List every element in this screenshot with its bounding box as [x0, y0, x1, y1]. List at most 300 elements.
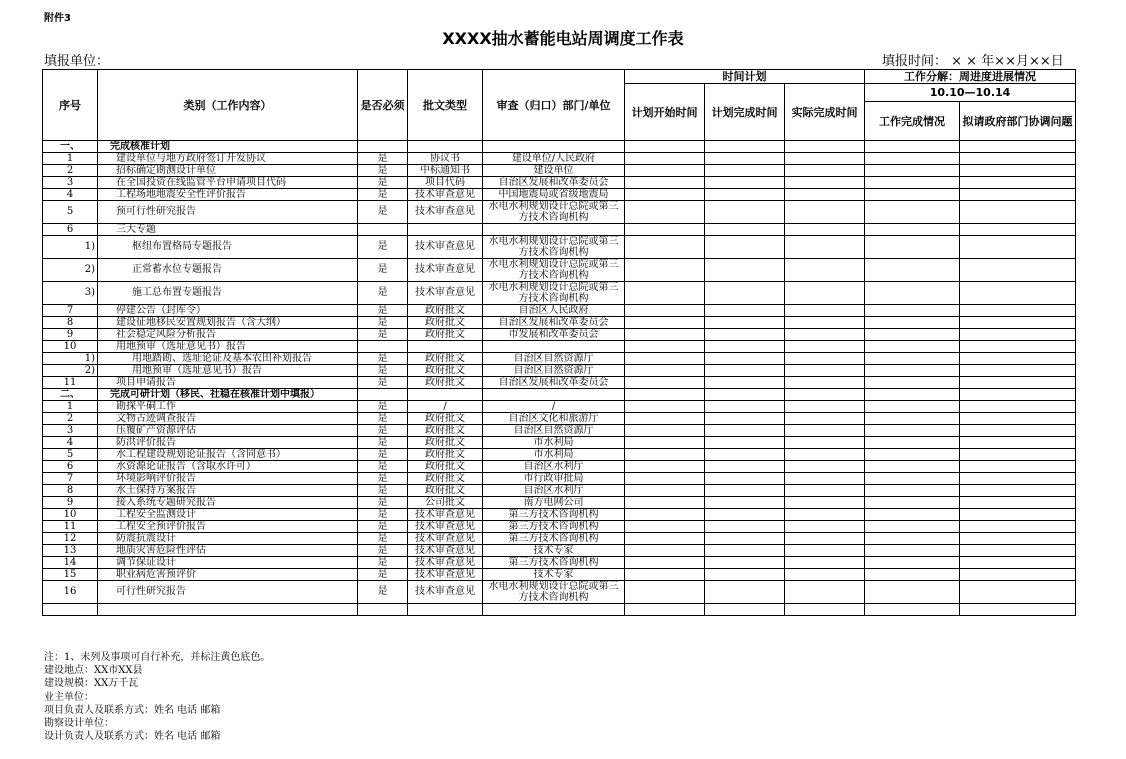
- row-gov-coordination: [960, 533, 1076, 545]
- row-actual-end: [785, 413, 865, 425]
- row-actual-end: [785, 141, 865, 153]
- row-actual-end: [785, 317, 865, 329]
- row-work-status: [865, 401, 960, 413]
- row-approval-type: [408, 341, 483, 353]
- row-approval-type: 公司批文: [408, 497, 483, 509]
- row-seq: 1: [43, 401, 98, 413]
- row-plan-start: [625, 141, 705, 153]
- row-category: 用地踏勘、选址论证及基本农田补划报告: [98, 353, 358, 365]
- row-category: 文物古迹调查报告: [98, 413, 358, 425]
- row-approval-type: 政府批文: [408, 425, 483, 437]
- row-actual-end: [785, 461, 865, 473]
- row-seq: 4: [43, 189, 98, 201]
- fill-time-label: 填报时间： × × 年××月××日: [882, 54, 1064, 69]
- row-review-dept: 建设单位: [483, 165, 625, 177]
- row-plan-end: [705, 305, 785, 317]
- row-approval-type: 技术审查意见: [408, 557, 483, 569]
- row-plan-start: [625, 365, 705, 377]
- row-review-dept: [483, 224, 625, 236]
- row-gov-coordination: [960, 581, 1076, 604]
- row-category: 停建公告（封库令）: [98, 305, 358, 317]
- row-gov-coordination: [960, 509, 1076, 521]
- row-plan-start: [625, 461, 705, 473]
- row-plan-start: [625, 521, 705, 533]
- row-required: 是: [358, 545, 408, 557]
- row-approval-type: 政府批文: [408, 461, 483, 473]
- row-plan-end: [705, 437, 785, 449]
- row-gov-coordination: [960, 413, 1076, 425]
- row-plan-end: [705, 449, 785, 461]
- row-approval-type: 技术审查意见: [408, 282, 483, 305]
- row-seq: 10: [43, 509, 98, 521]
- row-actual-end: [785, 353, 865, 365]
- table-row: [43, 224, 1076, 236]
- row-gov-coordination: [960, 153, 1076, 165]
- row-required: 是: [358, 485, 408, 497]
- row-plan-end: [705, 153, 785, 165]
- row-gov-coordination: [960, 449, 1076, 461]
- row-gov-coordination: [960, 485, 1076, 497]
- row-work-status: [865, 329, 960, 341]
- row-seq: 3): [43, 282, 98, 305]
- row-plan-end: [705, 329, 785, 341]
- row-gov-coordination: [960, 341, 1076, 353]
- row-approval-type: 技术审查意见: [408, 581, 483, 604]
- row-review-dept: 自治区发展和改革委员会: [483, 317, 625, 329]
- row-plan-start: [625, 497, 705, 509]
- header-actual-end: 实际完成时间: [785, 84, 865, 141]
- row-seq: [43, 604, 98, 616]
- row-actual-end: [785, 473, 865, 485]
- row-actual-end: [785, 329, 865, 341]
- row-required: 是: [358, 317, 408, 329]
- row-plan-end: [705, 557, 785, 569]
- row-plan-end: [705, 521, 785, 533]
- row-actual-end: [785, 485, 865, 497]
- row-seq: 3: [43, 177, 98, 189]
- row-required: 是: [358, 305, 408, 317]
- row-work-status: [865, 425, 960, 437]
- row-plan-start: [625, 449, 705, 461]
- row-plan-end: [705, 177, 785, 189]
- header-time-plan: 时间计划: [625, 70, 865, 84]
- row-category: 工程安全监测设计: [98, 509, 358, 521]
- row-plan-start: [625, 201, 705, 224]
- row-category: 预可行性研究报告: [98, 201, 358, 224]
- row-gov-coordination: [960, 401, 1076, 413]
- row-work-status: [865, 236, 960, 259]
- row-actual-end: [785, 545, 865, 557]
- row-review-dept: [483, 141, 625, 153]
- row-category: 三大专题: [98, 224, 358, 236]
- row-plan-end: [705, 473, 785, 485]
- row-required: 是: [358, 282, 408, 305]
- table-row: [43, 485, 1076, 497]
- header-gov-coordination: 拟请政府部门协调问题: [960, 102, 1076, 141]
- row-seq: 6: [43, 224, 98, 236]
- row-seq: 5: [43, 201, 98, 224]
- row-approval-type: 政府批文: [408, 449, 483, 461]
- row-review-dept: 第三方技术咨询机构: [483, 557, 625, 569]
- row-review-dept: 第三方技术咨询机构: [483, 521, 625, 533]
- note-line: 设计负责人及联系方式：姓名 电话 邮箱: [44, 731, 221, 743]
- row-seq: 1): [43, 236, 98, 259]
- row-plan-end: [705, 165, 785, 177]
- table-row: [43, 461, 1076, 473]
- row-work-status: [865, 509, 960, 521]
- row-review-dept: 市发展和改革委员会: [483, 329, 625, 341]
- row-category: 水工程建设规划论证报告（含同意书）: [98, 449, 358, 461]
- row-category: 完成可研计划（移民、社稳在核准计划中填报）: [98, 389, 358, 401]
- table-row: [43, 377, 1076, 389]
- row-plan-end: [705, 141, 785, 153]
- table-row: [43, 389, 1076, 401]
- row-seq: 一、: [43, 141, 98, 153]
- row-work-status: [865, 189, 960, 201]
- row-plan-start: [625, 224, 705, 236]
- row-gov-coordination: [960, 461, 1076, 473]
- row-actual-end: [785, 201, 865, 224]
- row-review-dept: 建设单位/人民政府: [483, 153, 625, 165]
- row-review-dept: 市水利局: [483, 437, 625, 449]
- row-category: 建设征地移民安置规划报告（含大纲）: [98, 317, 358, 329]
- row-plan-start: [625, 377, 705, 389]
- row-gov-coordination: [960, 329, 1076, 341]
- row-required: 是: [358, 189, 408, 201]
- row-seq: 二、: [43, 389, 98, 401]
- row-plan-start: [625, 604, 705, 616]
- row-review-dept: 自治区自然资源厅: [483, 425, 625, 437]
- row-gov-coordination: [960, 177, 1076, 189]
- row-seq: 2: [43, 165, 98, 177]
- row-plan-start: [625, 413, 705, 425]
- row-plan-start: [625, 557, 705, 569]
- footnote: 注：1、未列及事项可自行补充，并标注黄色底色。: [44, 652, 271, 663]
- row-plan-start: [625, 189, 705, 201]
- row-work-status: [865, 177, 960, 189]
- row-plan-end: [705, 545, 785, 557]
- row-required: 是: [358, 437, 408, 449]
- row-seq: 11: [43, 521, 98, 533]
- row-work-status: [865, 317, 960, 329]
- row-required: [358, 389, 408, 401]
- row-approval-type: 项目代码: [408, 177, 483, 189]
- row-plan-end: [705, 604, 785, 616]
- row-plan-end: [705, 282, 785, 305]
- row-required: 是: [358, 365, 408, 377]
- row-gov-coordination: [960, 201, 1076, 224]
- row-seq: 2): [43, 259, 98, 282]
- row-plan-start: [625, 317, 705, 329]
- row-review-dept: 水电水利规划设计总院或第三方技术咨询机构: [483, 201, 625, 224]
- row-category: 压覆矿产资源评估: [98, 425, 358, 437]
- row-work-status: [865, 282, 960, 305]
- row-required: 是: [358, 569, 408, 581]
- row-work-status: [865, 377, 960, 389]
- row-required: 是: [358, 521, 408, 533]
- row-review-dept: 水电水利规划设计总院或第三方技术咨询机构: [483, 236, 625, 259]
- row-seq: 14: [43, 557, 98, 569]
- row-category: [98, 604, 358, 616]
- header-plan-end: 计划完成时间: [705, 84, 785, 141]
- row-seq: 11: [43, 377, 98, 389]
- row-review-dept: 自治区水利厅: [483, 461, 625, 473]
- note-line: 业主单位：: [44, 691, 94, 703]
- row-approval-type: 技术审查意见: [408, 509, 483, 521]
- row-work-status: [865, 461, 960, 473]
- row-category: 地质灾害危险性评估: [98, 545, 358, 557]
- row-required: 是: [358, 259, 408, 282]
- note-line: 建设地点：XX市XX县: [44, 665, 143, 677]
- row-review-dept: 自治区水利厅: [483, 485, 625, 497]
- row-approval-type: 技术审查意见: [408, 259, 483, 282]
- row-plan-start: [625, 353, 705, 365]
- row-actual-end: [785, 557, 865, 569]
- row-actual-end: [785, 153, 865, 165]
- table-row: [43, 604, 1076, 616]
- row-plan-start: [625, 259, 705, 282]
- row-approval-type: 技术审查意见: [408, 201, 483, 224]
- table-row: [43, 353, 1076, 365]
- row-gov-coordination: [960, 365, 1076, 377]
- row-plan-end: [705, 365, 785, 377]
- row-actual-end: [785, 341, 865, 353]
- row-plan-end: [705, 485, 785, 497]
- row-actual-end: [785, 389, 865, 401]
- row-plan-end: [705, 581, 785, 604]
- row-approval-type: 政府批文: [408, 353, 483, 365]
- row-actual-end: [785, 365, 865, 377]
- row-approval-type: 政府批文: [408, 437, 483, 449]
- row-approval-type: /: [408, 401, 483, 413]
- notes-section: [44, 651, 270, 743]
- row-actual-end: [785, 533, 865, 545]
- table-row: [43, 365, 1076, 377]
- table-row: [43, 189, 1076, 201]
- row-plan-end: [705, 569, 785, 581]
- row-work-status: [865, 533, 960, 545]
- row-required: [358, 604, 408, 616]
- row-actual-end: [785, 401, 865, 413]
- row-review-dept: [483, 604, 625, 616]
- row-plan-start: [625, 236, 705, 259]
- table-row: [43, 557, 1076, 569]
- row-review-dept: 自治区人民政府: [483, 305, 625, 317]
- table-row: [43, 259, 1076, 282]
- row-actual-end: [785, 282, 865, 305]
- note-line: 项目负责人及联系方式：姓名 电话 邮箱: [44, 704, 221, 716]
- row-category: 职业病危害预评价: [98, 569, 358, 581]
- table-row: [43, 521, 1076, 533]
- row-seq: 1): [43, 353, 98, 365]
- row-category: 社会稳定风险分析报告: [98, 329, 358, 341]
- row-required: 是: [358, 425, 408, 437]
- row-gov-coordination: [960, 353, 1076, 365]
- row-seq: 7: [43, 473, 98, 485]
- row-gov-coordination: [960, 521, 1076, 533]
- row-review-dept: 水电水利规划设计总院或第三方技术咨询机构: [483, 259, 625, 282]
- row-approval-type: 协议书: [408, 153, 483, 165]
- row-actual-end: [785, 604, 865, 616]
- row-actual-end: [785, 509, 865, 521]
- row-approval-type: 中标通知书: [408, 165, 483, 177]
- row-plan-start: [625, 581, 705, 604]
- row-gov-coordination: [960, 282, 1076, 305]
- row-plan-end: [705, 353, 785, 365]
- row-work-status: [865, 473, 960, 485]
- page-title: XXXX抽水蓄能电站周调度工作表: [442, 29, 684, 48]
- row-gov-coordination: [960, 224, 1076, 236]
- row-required: 是: [358, 461, 408, 473]
- row-work-status: [865, 389, 960, 401]
- row-gov-coordination: [960, 317, 1076, 329]
- row-plan-start: [625, 341, 705, 353]
- row-category: 勘探平硐工作: [98, 401, 358, 413]
- row-gov-coordination: [960, 569, 1076, 581]
- header-work-breakdown: 工作分解：周进度进展情况: [865, 70, 1076, 84]
- row-seq: 12: [43, 533, 98, 545]
- row-work-status: [865, 497, 960, 509]
- table-row: [43, 581, 1076, 604]
- row-approval-type: 技术审查意见: [408, 569, 483, 581]
- row-work-status: [865, 604, 960, 616]
- row-work-status: [865, 141, 960, 153]
- row-seq: 9: [43, 497, 98, 509]
- table-row: [43, 437, 1076, 449]
- row-plan-end: [705, 189, 785, 201]
- row-review-dept: 水电水利规划设计总院或第三方技术咨询机构: [483, 282, 625, 305]
- row-approval-type: 政府批文: [408, 377, 483, 389]
- row-gov-coordination: [960, 497, 1076, 509]
- row-gov-coordination: [960, 305, 1076, 317]
- table-row: [43, 282, 1076, 305]
- row-review-dept: [483, 389, 625, 401]
- row-required: 是: [358, 329, 408, 341]
- row-seq: 6: [43, 461, 98, 473]
- row-seq: 13: [43, 545, 98, 557]
- row-actual-end: [785, 236, 865, 259]
- row-approval-type: 技术审查意见: [408, 521, 483, 533]
- row-approval-type: 政府批文: [408, 329, 483, 341]
- row-category: 工程安全预评价报告: [98, 521, 358, 533]
- row-review-dept: 自治区自然资源厅: [483, 365, 625, 377]
- row-plan-end: [705, 497, 785, 509]
- row-category: 施工总布置专题报告: [98, 282, 358, 305]
- row-seq: 1: [43, 153, 98, 165]
- row-seq: 10: [43, 341, 98, 353]
- row-gov-coordination: [960, 557, 1076, 569]
- row-required: [358, 224, 408, 236]
- row-gov-coordination: [960, 165, 1076, 177]
- row-work-status: [865, 521, 960, 533]
- row-work-status: [865, 569, 960, 581]
- row-approval-type: 技术审查意见: [408, 533, 483, 545]
- row-category: 正常蓄水位专题报告: [98, 259, 358, 282]
- row-approval-type: [408, 141, 483, 153]
- row-seq: 16: [43, 581, 98, 604]
- row-plan-start: [625, 329, 705, 341]
- schedule-table: [42, 69, 1076, 616]
- row-gov-coordination: [960, 389, 1076, 401]
- header-required: 是否必须: [358, 70, 408, 141]
- row-work-status: [865, 224, 960, 236]
- row-work-status: [865, 485, 960, 497]
- row-actual-end: [785, 377, 865, 389]
- row-plan-start: [625, 509, 705, 521]
- row-approval-type: 政府批文: [408, 365, 483, 377]
- row-plan-start: [625, 545, 705, 557]
- row-plan-start: [625, 533, 705, 545]
- row-actual-end: [785, 497, 865, 509]
- row-required: 是: [358, 473, 408, 485]
- row-work-status: [865, 449, 960, 461]
- row-seq: 3: [43, 425, 98, 437]
- row-plan-end: [705, 259, 785, 282]
- row-plan-start: [625, 389, 705, 401]
- row-category: 用地预审（选址意见书）报告: [98, 365, 358, 377]
- schedule-table-body: [43, 141, 1076, 616]
- row-required: 是: [358, 353, 408, 365]
- table-row: [43, 425, 1076, 437]
- row-plan-end: [705, 389, 785, 401]
- row-actual-end: [785, 521, 865, 533]
- table-row: [43, 413, 1076, 425]
- header-category: 类别（工作内容）: [98, 70, 358, 141]
- row-category: 招标确定勘测设计单位: [98, 165, 358, 177]
- row-gov-coordination: [960, 141, 1076, 153]
- table-row: [43, 497, 1076, 509]
- row-review-dept: 第三方技术咨询机构: [483, 509, 625, 521]
- row-approval-type: 政府批文: [408, 317, 483, 329]
- row-required: [358, 341, 408, 353]
- table-row: [43, 165, 1076, 177]
- row-required: 是: [358, 153, 408, 165]
- row-review-dept: 自治区发展和改革委员会: [483, 377, 625, 389]
- row-plan-end: [705, 461, 785, 473]
- row-work-status: [865, 365, 960, 377]
- row-work-status: [865, 557, 960, 569]
- table-row: [43, 305, 1076, 317]
- row-plan-end: [705, 425, 785, 437]
- row-approval-type: [408, 224, 483, 236]
- row-seq: 2): [43, 365, 98, 377]
- row-review-dept: 南方电网公司: [483, 497, 625, 509]
- row-approval-type: [408, 389, 483, 401]
- table-row: [43, 341, 1076, 353]
- row-review-dept: 技术专家: [483, 545, 625, 557]
- row-review-dept: 技术专家: [483, 569, 625, 581]
- row-gov-coordination: [960, 545, 1076, 557]
- row-plan-start: [625, 485, 705, 497]
- row-plan-end: [705, 413, 785, 425]
- table-row: [43, 545, 1076, 557]
- row-work-status: [865, 201, 960, 224]
- row-approval-type: 政府批文: [408, 473, 483, 485]
- row-required: 是: [358, 377, 408, 389]
- row-work-status: [865, 341, 960, 353]
- row-approval-type: 政府批文: [408, 485, 483, 497]
- row-seq: 8: [43, 317, 98, 329]
- row-category: 在全国投资在线监管平台申请项目代码: [98, 177, 358, 189]
- row-work-status: [865, 259, 960, 282]
- row-plan-start: [625, 305, 705, 317]
- row-actual-end: [785, 581, 865, 604]
- reporting-unit-label: 填报单位：: [44, 54, 110, 69]
- table-row: [43, 317, 1076, 329]
- row-approval-type: [408, 604, 483, 616]
- row-plan-start: [625, 153, 705, 165]
- row-review-dept: 市水利局: [483, 449, 625, 461]
